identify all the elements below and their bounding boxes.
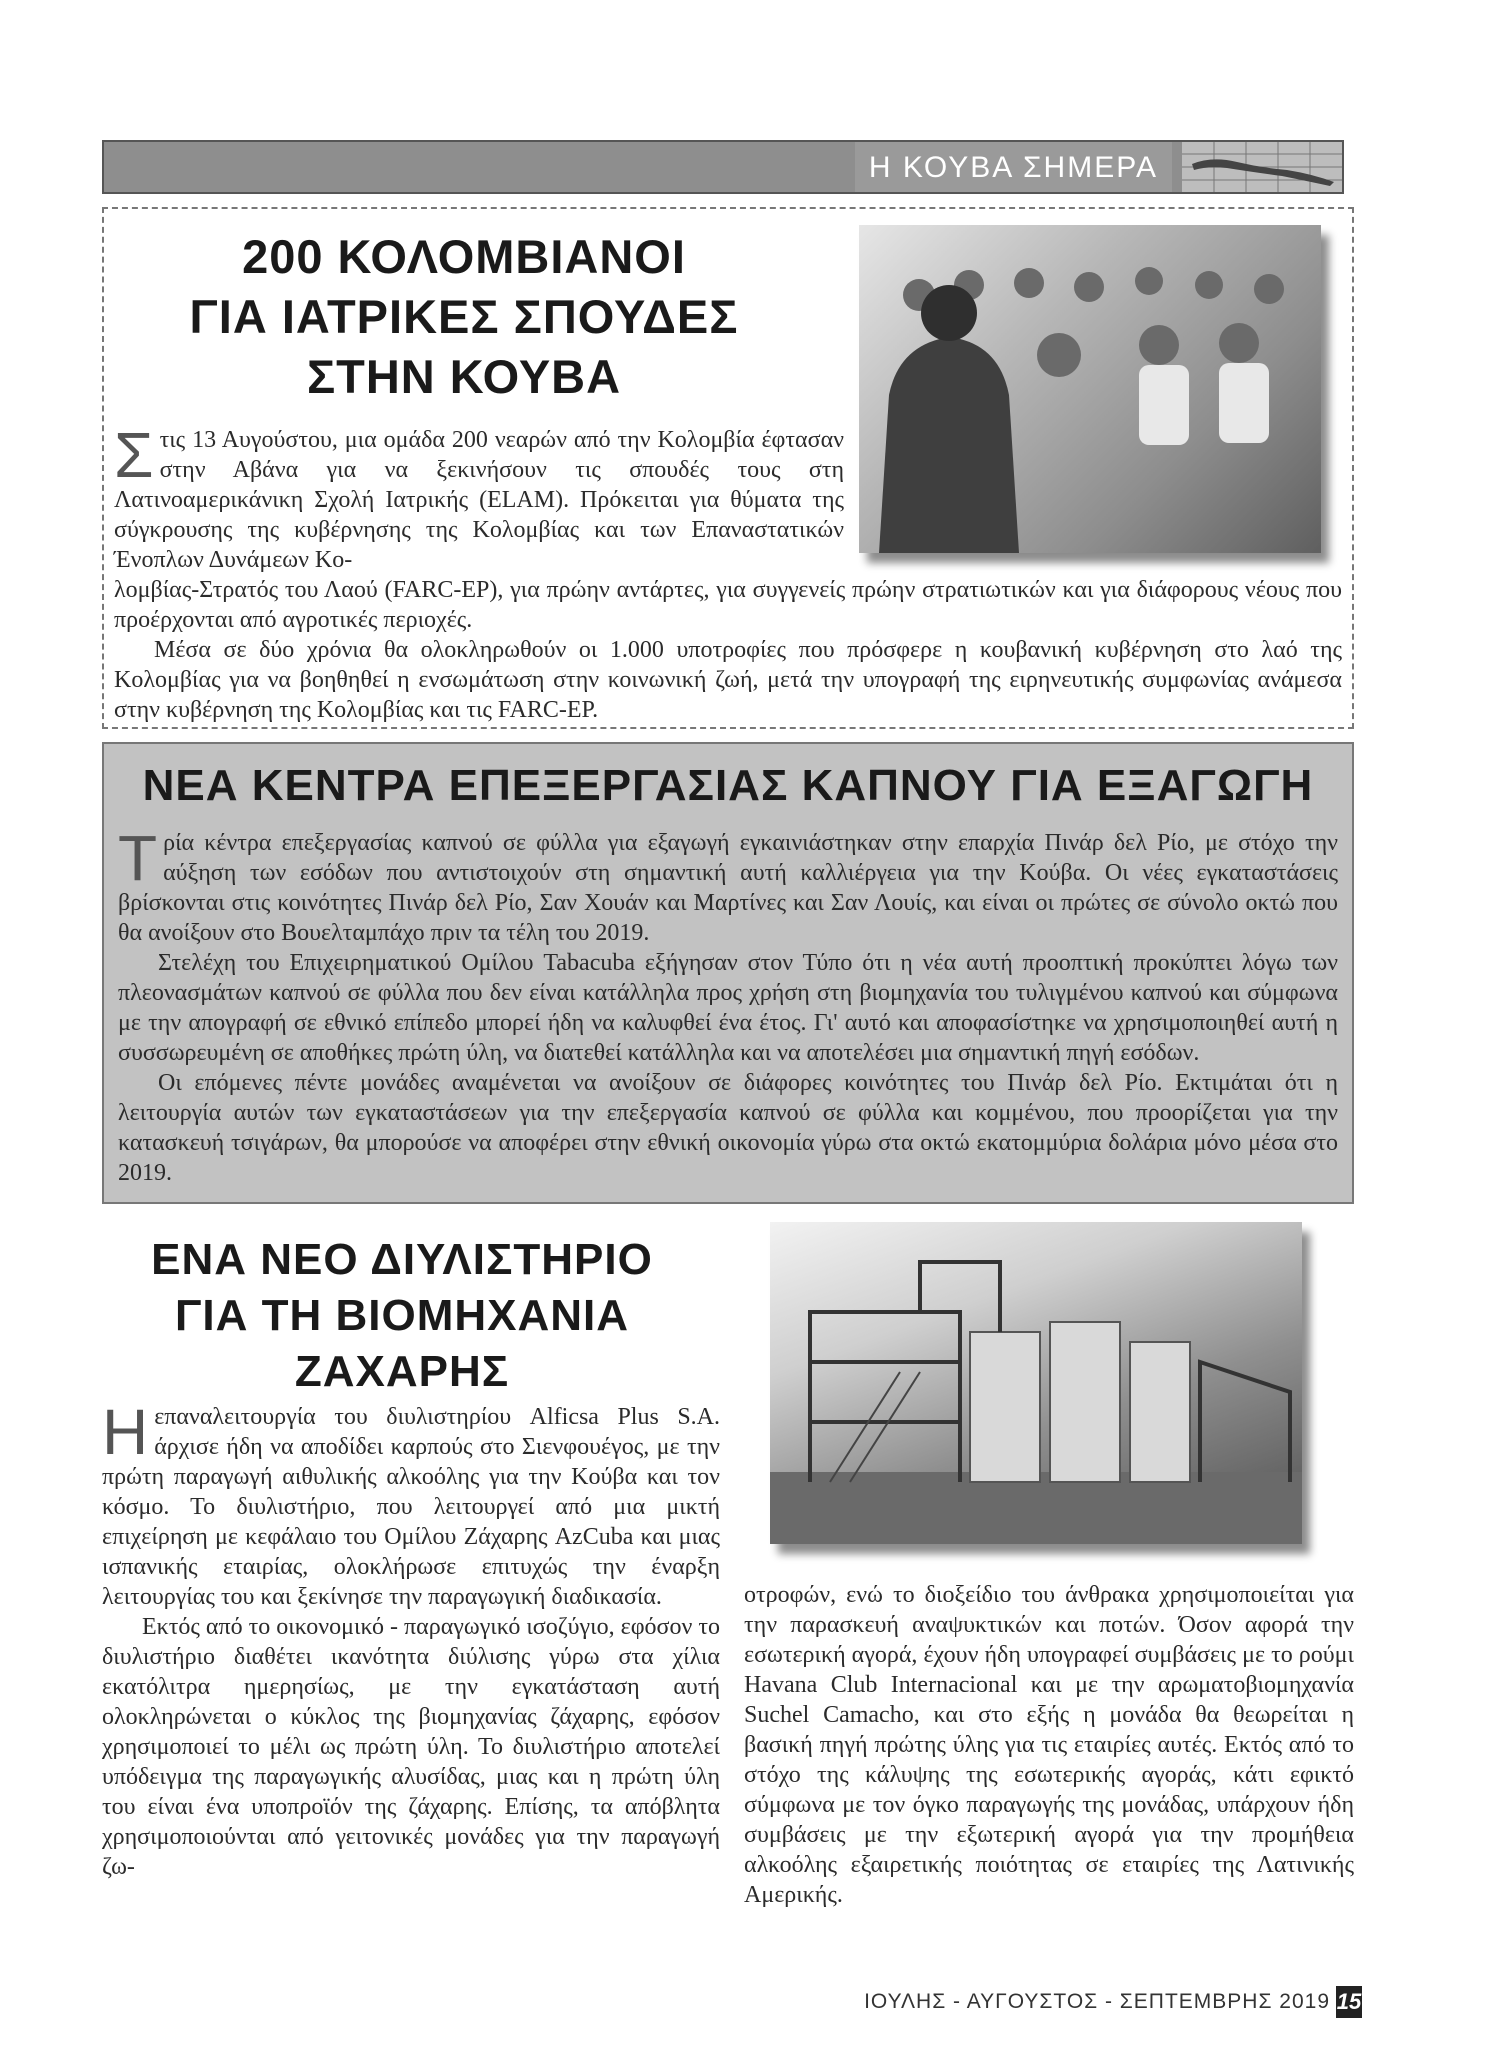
paragraph-text: λομβίας-Στρατός του Λαού (FARC-EP), για πρώην αντάρτες, για συγγενείς πρώην στρατιωτικών και για διάφορους νέους που προέρχονται από αγροτικές περιοχές. [114,577,1342,633]
article1-paragraph-1 [114,419,844,575]
headline-line: ΕΝΑ ΝΕΟ ΔΙΥΛΙΣΤΗΡΙΟ [151,1235,653,1284]
section-title: Η ΚΟΥΒΑ ΣΗΜΕΡΑ [855,142,1172,192]
article2-body [118,822,1338,1188]
article3-column-1 [102,1396,720,1882]
article-tobacco-centers [102,742,1354,1204]
paragraph-text: Στελέχη του Επιχειρηματικού Ομίλου Tabacuba εξήγησαν στον Τύπο ότι η νέα αυτή προοπτική προκύπτει λόγω των πλεονασμάτων καπνού σε φύλλα που δεν είναι κατάλληλα προς χρήση στη βιομηχανία του τυλιγμένου καπνού και σύμφωνα με την απογραφή σε εθνικό επίπεδο μπορεί ήδη να καλυφθεί ένα έτος. Γι' αυτό και αποφασίστηκε να χρησιμοποιηθεί αυτή η συσσωρευμένη σε αποθήκες πρώτη ύλη, να διατεθεί κατάλληλα και να αποτελέσει μια σημαντική πηγή εσόδων. [118,950,1338,1066]
headline-line: ΣΤΗΝ ΚΟΥΒΑ [306,350,622,403]
classroom-photo [859,225,1321,553]
article1-headline [184,227,744,407]
headline-line: ΖΑΧΑΡΗΣ [294,1347,510,1396]
headline-line: 200 ΚΟΛΟΜΒΙΑΝΟΙ [242,230,686,283]
headline-line: ΓΙΑ ΤΗ ΒΙΟΜΗΧΑΝΙΑ [174,1291,630,1340]
paragraph-text: τις 13 Αυγούστου, μια ομάδα 200 νεαρών από την Κολομβία έφτασαν στην Αβάνα για να ξεκινήσουν τις σπουδές τους στη Λατινοαμερικάνικη Σχολή Ιατρικής (ELAM). Πρόκειται για θύματα της σύγκρουσης της κυβέρνησης της Κολομβίας και των Επαναστατικών Ένοπλων Δυνάμεων Κο- [114,427,844,573]
article3-headline [102,1232,702,1400]
cuba-map-icon [1182,142,1342,192]
drop-cap: Τ [118,822,158,894]
refinery-photo [770,1222,1302,1544]
article-colombian-students [102,207,1354,729]
drop-cap: Σ [114,419,154,491]
paragraph-text: Εκτός από το οικονομικό - παραγωγικό ισοζύγιο, εφόσον το διυλιστήριο διαθέτει ικανότητα διύλισης γύρω στα χίλια εκατόλιτρα ημερησίως, με την εγκατάσταση αυτή ολοκληρώνεται ο κύκλος της βιομηχανίας ζάχαρης, εφόσον χρησιμοποιεί το μέλι ως πρώτη ύλη. Το διυλιστήριο αποτελεί υπόδειγμα της παραγωγικής αλυσίδας, μιας και η πρώτη ύλη του είναι ένα υποπροϊόν της ζάχαρης. Επίσης, τα απόβλητα χρησιμοποιούνται από γειτονικές μονάδες για την παραγωγή ζω- [102,1614,720,1880]
page-number: 15 [1336,1986,1362,2018]
drop-cap: Η [102,1396,149,1468]
section-header-bar [102,140,1344,194]
article1-paragraph-1-continued [114,575,1342,635]
headline-line: ΓΙΑ ΙΑΤΡΙΚΕΣ ΣΠΟΥΔΕΣ [189,290,739,343]
paragraph-text: Οι επόμενες πέντε μονάδες αναμένεται να ανοίξουν σε διάφορες κοινότητες του Πινάρ δελ Ρίο. Εκτιμάται ότι η λειτουργία αυτών των εγκαταστάσεων για την επεξεργασία καπνού σε φύλλα και κομμένου, που προορίζεται για την κατασκευή τσιγάρων, θα μπορούσε να αποφέρει στην εθνική οικονομία γύρω στα οκτώ εκατομμύρια δολάρια μόνο μέσα στο 2019. [118,1070,1338,1186]
paragraph-text: οτροφών, ενώ το διοξείδιο του άνθρακα χρησιμοποιείται για την παρασκευή αναψυκτικών και ποτών. Όσον αφορά την εσωτερική αγορά, έχουν ήδη υπογραφεί συμβάσεις με το ρούμι Havana Club Internacional και με την αρωματοβιομηχανία Suchel Camacho, και στο εξής η μονάδα θα θεωρείται η βασική πηγή πρώτης ύλης για τις εταιρίες αυτές. Εκτός από το στόχο της κάλυψης της εσωτερικής αγοράς, κάτι εφικτό σύμφωνα με τον όγκο παραγωγής της μονάδας, υπάρχουν ήδη συμβάσεις με την εξωτερική αγορά για την προμήθεια αλκοόλης εξαιρετικής ποιότητας σε εταιρίες της Λατινικής Αμερικής. [744,1582,1354,1908]
article1-paragraph-2 [114,635,1342,725]
paragraph-text: Μέσα σε δύο χρόνια θα ολοκληρωθούν οι 1.000 υποτροφίες που πρόσφερε η κουβανική κυβέρνηση στο λαό της Κολομβίας για να βοηθηθεί η ενσωμάτωση στην κοινωνική ζωή, μετά την υπογραφή της ειρηνευτικής συμφωνίας ανάμεσα στην κυβέρνηση της Κολομβίας και τις FARC-EP. [114,637,1342,723]
paragraph-text: ρία κέντρα επεξεργασίας καπνού σε φύλλα για εξαγωγή εγκαινιάστηκαν στην επαρχία Πινάρ δελ Ρίο, με στόχο την αύξηση των εσόδων που αντιστοιχούν στη σημαντική αυτή καλλιέργεια για την Κούβα. Οι νέες εγκαταστάσεις βρίσκονται στις κοινότητες Πινάρ δελ Ρίο, Σαν Χουάν και Μαρτίνες και Σαν Λουίς, και είναι οι πρώτες σε σύνολο οκτώ που θα ανοίξουν στο Βουελταμπάχο πριν τα τέλη του 2019. [118,830,1338,946]
issue-date: ΙΟΥΛΗΣ - ΑΥΓΟΥΣΤΟΣ - ΣΕΠΤΕΜΒΡΗΣ 2019 [864,1990,1330,2013]
paragraph-text: επαναλειτουργία του διυλιστηρίου Alficsa Plus S.A. άρχισε ήδη να αποδίδει καρπούς στο Σιενφουέγος, με την πρώτη παραγωγή αιθυλικής αλκοόλης για την Κούβα και τον κόσμο. Το διυλιστήριο, που λειτουργεί από μια μικτή επιχείρηση με κεφάλαιο του Ομίλου Ζάχαρης AzCuba και μιας ισπανικής εταιρίας, ολοκλήρωσε επιτυχώς την έναρξη λειτουργίας του και ξεκίνησε την παραγωγική διαδικασία. [102,1404,720,1610]
article2-headline: ΝΕΑ ΚΕΝΤΡΑ ΕΠΕΞΕΡΓΑΣΙΑΣ ΚΑΠΝΟΥ ΓΙΑ ΕΞΑΓΩΓΗ [142,761,1314,810]
article3-column-2 [744,1580,1354,1910]
